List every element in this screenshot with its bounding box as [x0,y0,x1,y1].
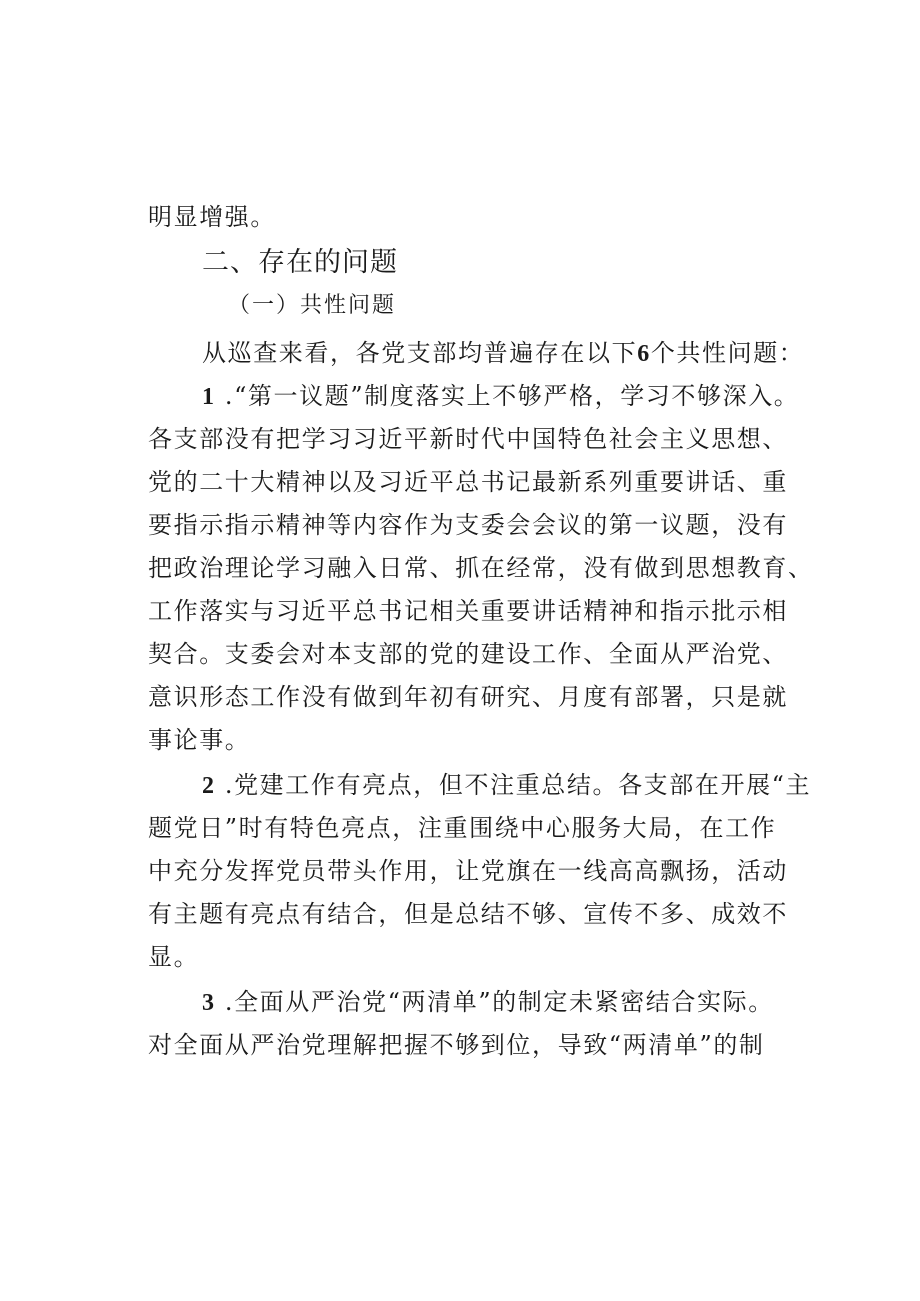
paragraph-line: 各支部没有把学习习近平新时代中国特色社会主义思想、 [148,425,788,453]
paragraph-line: 题党日”时有特色亮点，注重围绕中心服务大局，在工作 [148,814,777,842]
paragraph-line: 显。 [148,943,200,971]
paragraph-line: 有主题有亮点有结合，但是总结不够、宣传不多、成效不 [148,900,788,928]
paragraph-line: 要指示指示精神等内容作为支委会会议的第一议题，没有 [148,511,788,539]
item-title: .“第一议题”制度落实上不够严格，学习不够深入。 [215,382,800,410]
paragraph-line: 中充分发挥党员带头作用，让党旗在一线高高飘扬，活动 [148,857,788,885]
section-heading: 二、存在的问题 [202,247,398,278]
paragraph-line: 工作落实与习近平总书记相关重要讲话精神和指示批示相 [148,597,788,625]
count-number: 6 [637,341,651,367]
paragraph-line: 意识形态工作没有做到年初有研究、月度有部署，只是就 [148,683,788,711]
item-heading-2 [202,770,842,801]
item-number: 2 [202,773,216,799]
item-number: 3 [202,990,216,1016]
item-heading-3 [202,987,842,1018]
paragraph-line: 事论事。 [148,726,251,754]
subsection-heading: （一）共性问题 [228,293,397,318]
item-title: .全面从严治党“两清单”的制定未紧密结合实际。 [215,988,774,1016]
paragraph-line: 对全面从严治党理解把握不够到位，导致“两清单”的制 [148,1031,765,1059]
paragraph-intro [202,338,842,369]
paragraph-line: 党的二十大精神以及习近平总书记最新系列重要讲话、重 [148,468,788,496]
text-suffix: 个共性问题： [650,339,805,367]
paragraph-line: 把政治理论学习融入日常、抓在经常，没有做到思想教育、 [148,554,814,582]
paragraph-line: 契合。支委会对本支部的党的建设工作、全面从严治党、 [148,640,788,668]
text-prefix: 从巡查来看，各党支部均普遍存在以下 [202,339,638,367]
item-number: 1 [202,384,216,410]
item-heading-1 [202,381,842,412]
paragraph-line: 明显增强。 [148,203,276,231]
item-title: .党建工作有亮点，但不注重总结。各支部在开展“主 [215,771,812,799]
